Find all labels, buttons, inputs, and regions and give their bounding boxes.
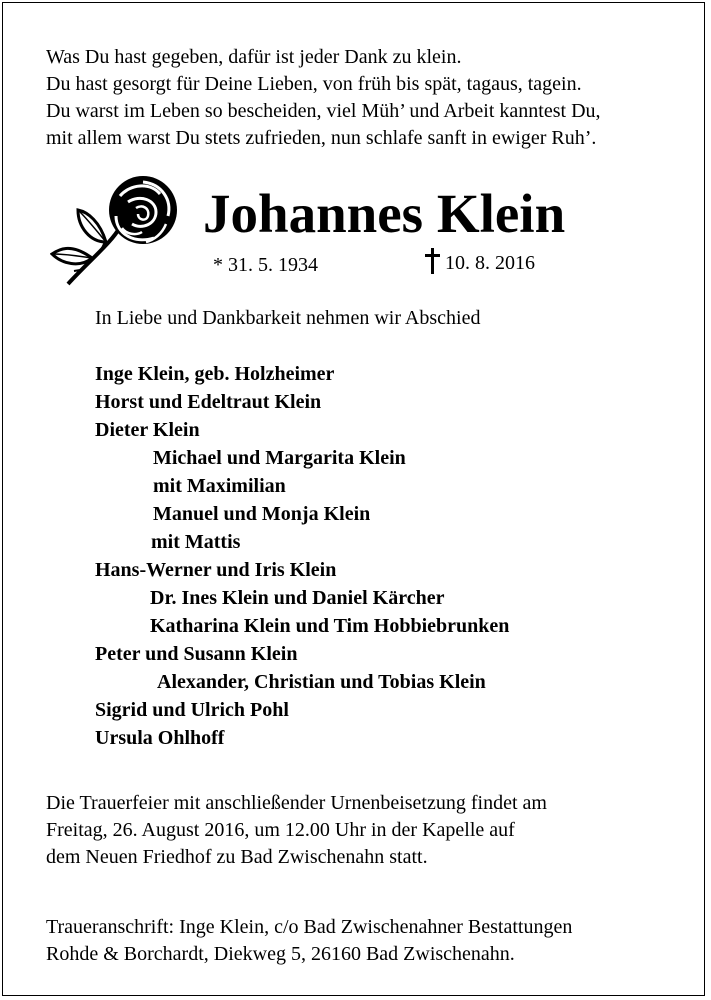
birth-date: * 31. 5. 1934	[213, 254, 318, 276]
death-date	[425, 246, 535, 280]
deceased-name: Johannes Klein	[203, 183, 566, 244]
rose-icon	[50, 172, 185, 292]
poem-line: mit allem warst Du stets zufrieden, nun schlafe sanft in ewiger Ruh’.	[46, 127, 597, 149]
funeral-notice	[46, 790, 547, 871]
poem-line: Du warst im Leben so bescheiden, viel Müh’ und Arbeit kanntest Du,	[46, 100, 601, 122]
funeral-line: Die Trauerfeier mit anschließender Urnenbeisetzung findet am	[46, 792, 547, 814]
cross-icon	[425, 248, 439, 274]
farewell-intro: In Liebe und Dankbarkeit nehmen wir Abschied	[95, 307, 481, 329]
mourner-name: Dieter Klein	[95, 419, 200, 441]
mourner-name: Michael und Margarita Klein	[153, 447, 406, 469]
mourning-address	[46, 914, 572, 968]
mourner-name: Sigrid und Ulrich Pohl	[95, 699, 289, 721]
address-line: Traueranschrift: Inge Klein, c/o Bad Zwischenahner Bestattungen	[46, 916, 573, 938]
poem-line: Was Du hast gegeben, dafür ist jeder Dank zu klein.	[46, 46, 462, 68]
mourner-name: Peter und Susann Klein	[95, 643, 298, 665]
funeral-line: dem Neuen Friedhof zu Bad Zwischenahn statt.	[46, 846, 428, 868]
mourner-name: Horst und Edeltraut Klein	[95, 391, 322, 413]
poem-line: Du hast gesorgt für Deine Lieben, von früh bis spät, tagaus, tagein.	[46, 73, 582, 95]
mourner-name: Katharina Klein und Tim Hobbiebrunken	[150, 615, 510, 637]
funeral-line: Freitag, 26. August 2016, um 12.00 Uhr in der Kapelle auf	[46, 819, 515, 841]
mourner-name: mit Maximilian	[153, 475, 286, 497]
poem	[46, 44, 696, 152]
mourner-name: Dr. Ines Klein und Daniel Kärcher	[150, 587, 445, 609]
mourner-name: Hans-Werner und Iris Klein	[95, 559, 337, 581]
death-date-value: 10. 8. 2016	[445, 252, 535, 274]
mourner-name: Alexander, Christian und Tobias Klein	[157, 671, 486, 693]
mourner-name: Manuel und Monja Klein	[153, 503, 371, 525]
address-line: Rohde & Borchardt, Diekweg 5, 26160 Bad Zwischenahn.	[46, 943, 515, 965]
mourner-name: Inge Klein, geb. Holzheimer	[95, 363, 335, 385]
mourner-name: mit Mattis	[151, 531, 241, 553]
mourner-name: Ursula Ohlhoff	[95, 727, 225, 749]
